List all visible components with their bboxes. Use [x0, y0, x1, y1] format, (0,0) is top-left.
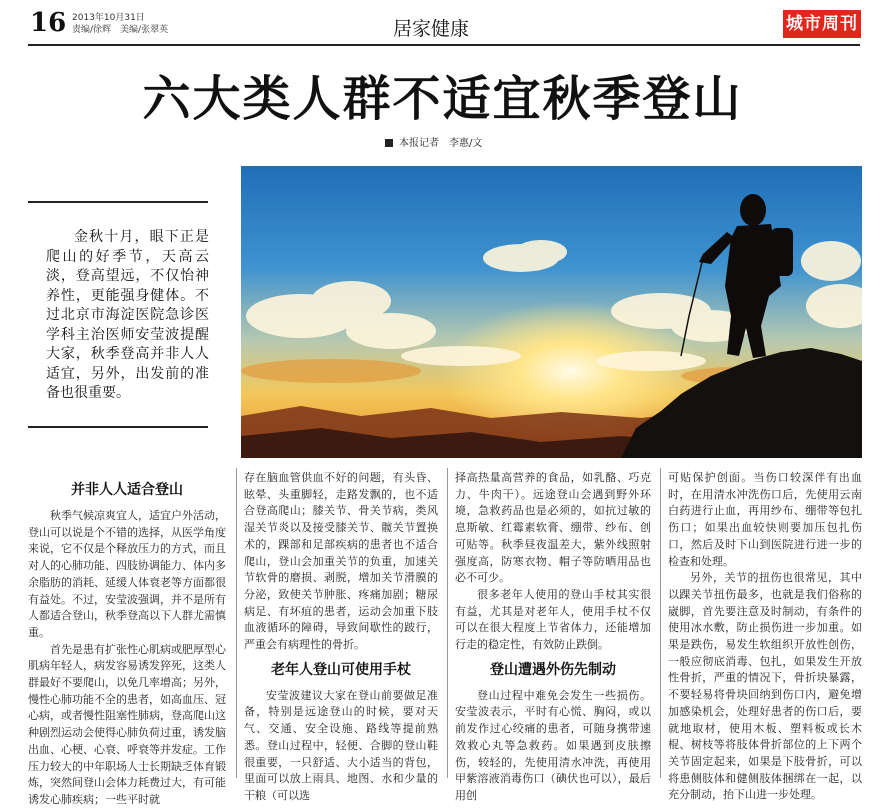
- article-title: 六大类人群不适宜秋季登山: [142, 71, 743, 127]
- issue-date: 2013年10月31日: [72, 13, 145, 23]
- header-rule: [28, 44, 860, 46]
- column-3: [455, 470, 651, 805]
- byline-square-icon: [385, 139, 393, 147]
- paragraph: 另外，关节的扭伤也很常见，其中以踝关节扭伤最多，也就是我们俗称的崴脚，首先要注意及时制动，有条件的使用冰水敷，防止损伤进一步加重。如果是跌伤，易发生软组织开放性创伤，一般应彻底消毒、包扎，如果发生开放性骨折，严重的情况下，骨折块暴露，不要轻易将骨块回纳到伤口内，避免增加感染机会，处理好患者的伤口后，要就地取材，使用木板、塑料板或长木棍、树枝等将肢体骨折部位的上下两个关节固定起来，如果是下肢骨折，可以将患侧肢体和健侧肢体捆绑在一起，以充分制动，抬下山进一步处理。: [668, 571, 862, 802]
- page-number: 16: [30, 8, 67, 38]
- article-lead: 金秋十月，眼下正是爬山的好季节，天高云淡，登高望远，不仅怡神养性，更能强身健体。不过北京市海淀医院急诊医学科主治医师安莹波提醒大家，秋季登高并非人人适宜，另外，出发前的准备也很重要。: [46, 229, 209, 401]
- paragraph: 可贴保护创面。当伤口较深伴有出血时，在用清水冲洗伤口后，先使用云南白药进行止血，再用纱布、绷带等包扎伤口；如果出血较快则要加压包扎伤口，然后及时下山到医院进行进一步的检查和处理。: [668, 471, 862, 568]
- paragraph: 秋季气候凉爽宜人，适宜户外活动，登山可以说是个不错的选择，从医学角度来说，它不仅是个释放压力的方式，而且对人的心肺功能、四肢协调能力、体内多余脂肪的消耗、延缓人体衰老等方面都很有益处。不过，安莹波强调，并不是所有人都适合登山，秋季登高以下人群尤需慎重。: [28, 509, 226, 639]
- brand-logo: 城市周刊: [783, 10, 861, 38]
- section-title: 居家健康: [393, 18, 470, 40]
- lead-rule-top: [28, 201, 208, 203]
- column-divider: [660, 468, 661, 778]
- header-meta: [72, 12, 168, 36]
- paragraph: 很多老年人使用的登山手杖其实很有益，尤其是对老年人，使用手杖不仅可以在很大程度上节省体力，还能增加行走的稳定性，有效防止跌倒。: [455, 587, 651, 652]
- article-photo: [241, 166, 862, 458]
- paragraph: 登山过程中难免会发生一些损伤。安莹波表示，平时有心慌、胸闷，或以前发作过心绞痛的患者，可随身携带速效救心丸等急救药。如果遇到皮肤擦伤，较轻的，先使用清水冲洗，再使用甲紫溶液消毒伤口（碘伏也可以），最后用创: [455, 688, 651, 802]
- paragraph: 首先是患有扩张性心肌病或肥厚型心肌病年轻人，病发容易诱发猝死，这类人群最好不要爬山，以免几率增高；另外，慢性心肺功能不全的患者，如高血压、冠心病，或者慢性阻塞性肺病，登高爬山这种剧烈运动会使得心肺负荷过重，诱发脑出血、心梗、心衰、呼衰等并发症。工作压力较大的中年职场人士长期缺乏体育锻炼，突然间登山会体力耗费过大，有可能诱发心肺疾病；一些平时就: [28, 642, 226, 806]
- column-divider: [236, 468, 237, 778]
- paragraph: 安莹波建议大家在登山前要做足准备，特别是远途登山的时候，要对天气、交通、安全设施、路线等提前熟悉。登山过程中，轻便、合脚的登山鞋很重要，一只舒适、大小适当的背包，里面可以放上雨具、地图、水和少量的干粮（可以选: [244, 688, 438, 802]
- subhead-injury-immobilize: 登山遭遇外伤先制动: [490, 661, 616, 678]
- climber-photo-illustration: [241, 166, 862, 458]
- column-2: [244, 470, 438, 805]
- paragraph: 择高热量高营养的食品，如乳酪、巧克力、牛肉干）。远途登山会遇到野外环境，急救药品也是必须的，如抗过敏的息斯敏、红霉素软膏、绷带、纱布、创可贴等。秋季昼夜温差大，紫外线照射强度高，防寒衣物、帽子等防晒用品也必不可少。: [455, 471, 651, 585]
- byline-text: 本报记者 李惠/文: [399, 138, 483, 149]
- subhead-not-everyone: 并非人人适合登山: [71, 482, 183, 498]
- lead-rule-bottom: [28, 426, 208, 428]
- column-1: [28, 474, 226, 809]
- byline: [385, 134, 482, 149]
- paragraph: 存在脑血管供血不好的问题，有头昏、眩晕、头重脚轻，走路发飘的，也不适合登高爬山；膝关节、骨关节病，类风湿关节炎以及接受膝关节、髋关节置换术的，踝部和足部疾病的患者也不适合爬山，登山会加重关节的负重，加速关节软骨的磨损、剥脱，增加关节滑膜的分泌，致使关节肿胀、疼痛加剧；糖尿病足、有坏疽的患者，运动会加重下肢血液循环的障碍，导致间歇性的跛行，严重会有病理性的骨折。: [244, 471, 438, 652]
- column-divider: [447, 468, 448, 778]
- subhead-elderly-cane: 老年人登山可使用手杖: [271, 661, 411, 678]
- editors: 责编/徐辉 美编/张翠英: [72, 25, 169, 35]
- column-4: [668, 470, 862, 804]
